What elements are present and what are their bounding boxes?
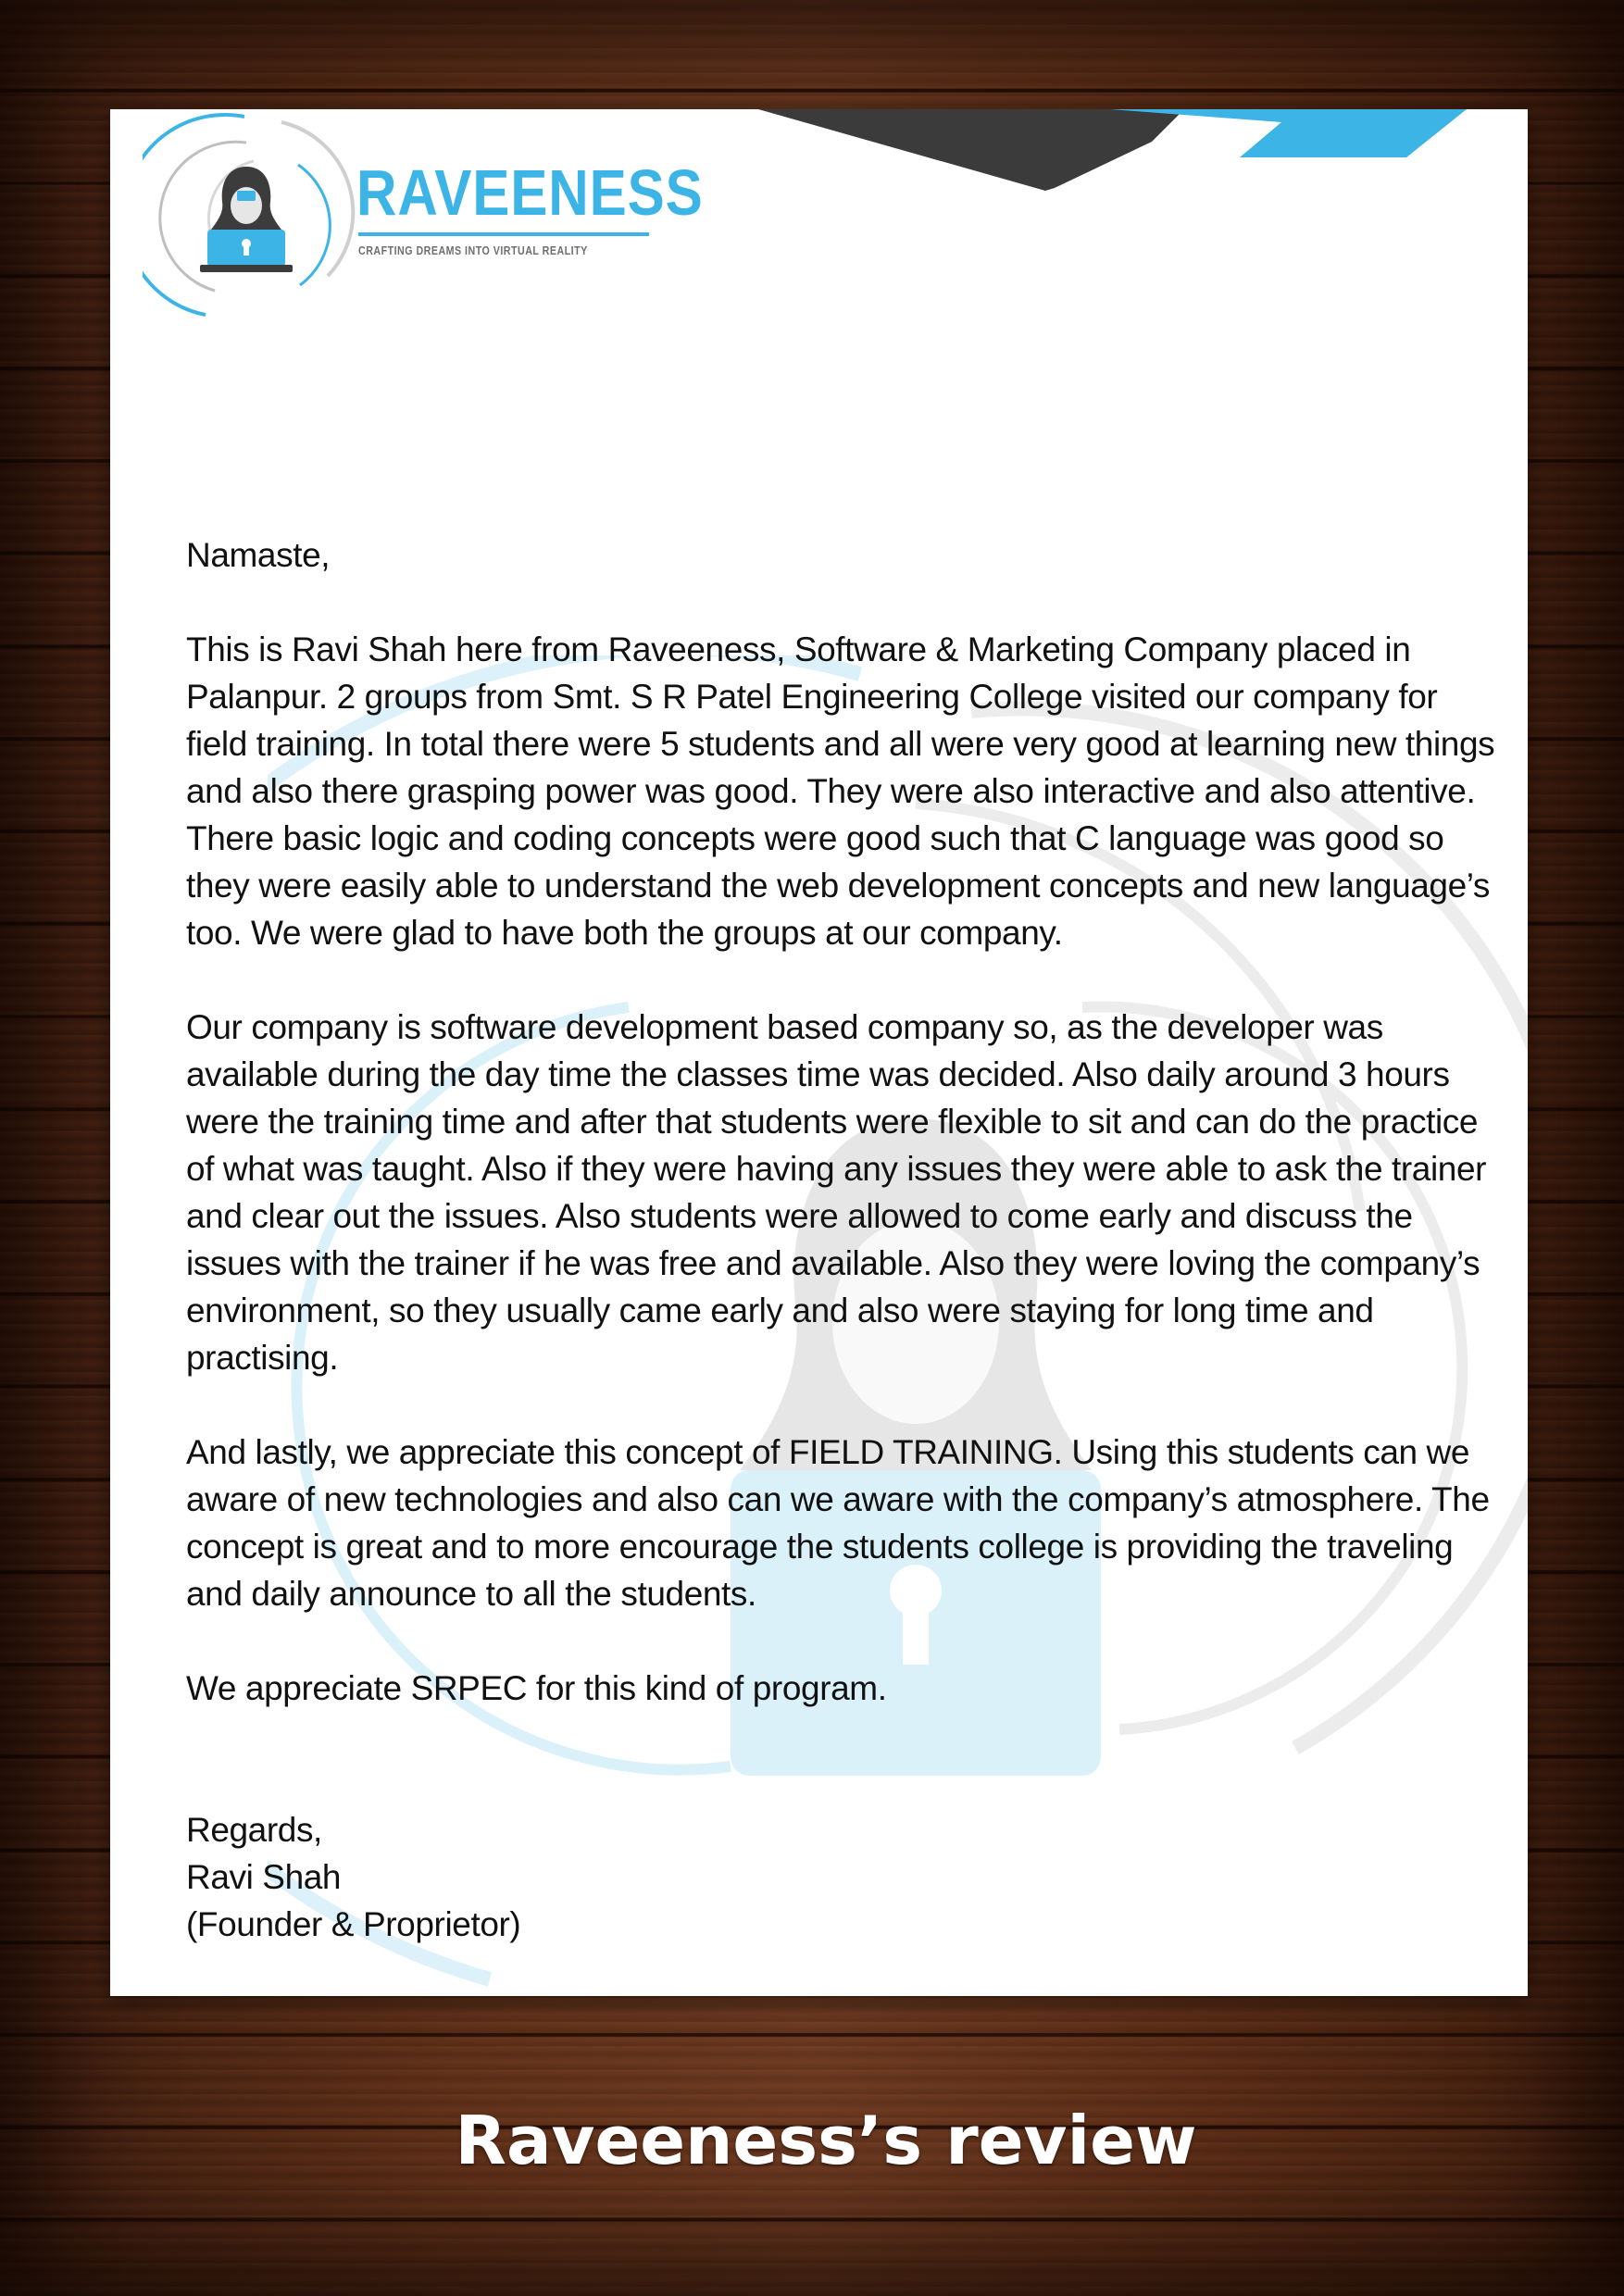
letter-body <box>186 531 1501 1948</box>
letter-paragraph: And lastly, we appreciate this concept of FIELD TRAINING. Using this students can we aware of new technologies and also can we aware with the company’s atmosphere. The concept is great and to more encourage the students college is providing the traveling and daily announce to all the students. <box>186 1433 1490 1613</box>
letter-paragraph: Our company is software development based company so, as the developer was available during the day time the classes time was decided. Also daily around 3 hours were the training time and after that students were flexible to sit and can do the practice of what was taught. Also if they were having any issues they were able to ask the trainer and clear out the issues. Also students were allowed to come early and discuss the issues with the trainer if he was free and available. Also they were loving the company’s environment, so they usually came early and also were staying for long time and practising. <box>186 1008 1487 1377</box>
letter-closing: Regards, <box>186 1811 322 1849</box>
signatory-name: Ravi Shah <box>186 1858 342 1896</box>
hooded-figure-laptop-lock-icon <box>143 109 356 331</box>
review-caption: Raveeness’s review <box>455 2102 1197 2179</box>
letter-greeting: Namaste, <box>186 536 331 574</box>
letter-paragraph: This is Ravi Shah here from Raveeness, Software & Marketing Company placed in Palanpur. 2 groups from Smt. S R Patel Engineering College visited our company for field training. In total there were 5 students and all were very good at learning new things and also there grasping power was good. They were also interactive and also attentive. There basic logic and coding concepts were good such that C language was good so they were easily able to understand the web development concepts and new language’s too. We were glad to have both the groups at our company. <box>186 630 1495 952</box>
brand-name: RAVEENESS <box>356 156 704 229</box>
letter-paragraph: We appreciate SRPEC for this kind of program. <box>186 1669 887 1707</box>
brand-tagline: CRAFTING DREAMS INTO VIRTUAL REALITY <box>358 243 588 257</box>
brand-underline <box>358 232 649 236</box>
signatory-title: (Founder & Proprietor) <box>186 1905 521 1943</box>
letter-page <box>110 109 1528 1996</box>
